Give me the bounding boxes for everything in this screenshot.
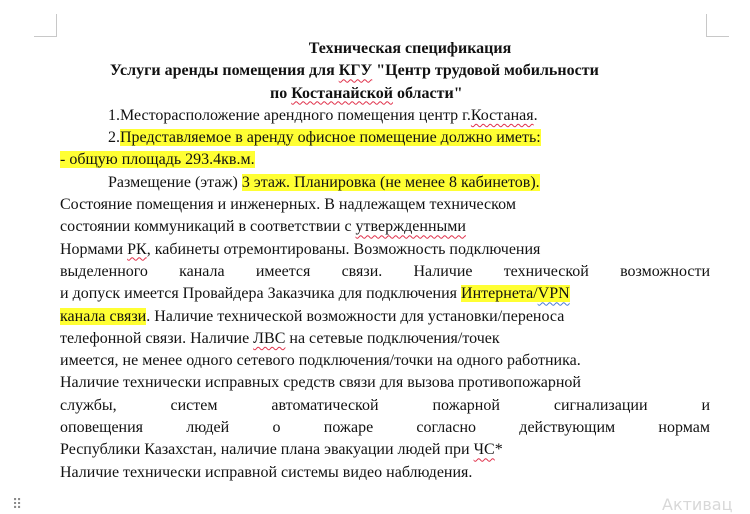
text-line-16-c: * (494, 441, 503, 459)
text-line-11-a: телефонной связи. Наличие (60, 329, 254, 347)
activation-watermark: Активац (662, 495, 733, 514)
internet-word: Интернета/ (461, 285, 538, 303)
title-region: Костанайской (291, 84, 393, 102)
word-rk: РК (127, 240, 147, 258)
word-lvs: ЛВС (253, 329, 286, 347)
title-line-2-rest: "Центр трудовой мобильности (372, 62, 599, 80)
title-kgu: КГУ (338, 62, 373, 80)
text-line-15: оповещения людей о пожаре согласно действующим нормам (60, 419, 710, 437)
area-line (60, 149, 720, 171)
page-corner-marker-top-right (706, 14, 729, 37)
floor-highlighted-text: 3 этаж. Планировка (не менее 8 кабинетов). (241, 173, 540, 191)
text-line-14: службы, систем автоматической пожарной сигнализации и (60, 396, 710, 414)
title-line-2 (60, 60, 720, 82)
city-name: Костаная (470, 106, 534, 124)
page-corner-marker-top-left (34, 14, 57, 37)
drag-handle-icon[interactable]: ⠿ (12, 497, 22, 513)
text-line-8: выделенного канала имеется связи. Наличие технической возможности (60, 262, 710, 280)
title-line-2-text: Услуги аренды помещения для (110, 62, 339, 80)
title-line-3-text: по (270, 84, 292, 102)
text-line-13: Наличие технически исправных средств связи для вызова противопожарной (60, 374, 581, 392)
title-line-3 (60, 83, 720, 105)
vpn-word: VPN (537, 285, 570, 303)
text-line-10-b: . Наличие технической возможности для установки/переноса (146, 307, 565, 325)
floor-label: Размещение (этаж) (108, 173, 242, 191)
text-line-11-c: на сетевые подключения/точек (285, 329, 500, 347)
text-line-9 (60, 283, 720, 305)
internet-highlight (461, 285, 570, 302)
title-line-1: Техническая спецификация (308, 40, 512, 57)
text-line-12: имеется, не менее одного сетевого подключения/точки на одного работника. (60, 352, 581, 370)
text-line-16-a: Республики Казахстан, наличие плана эвакуации людей при (60, 441, 474, 459)
text-line-6-a: состоянии коммуникаций в соответствии с (60, 218, 356, 236)
text-line-5: Состояние помещения и инженерных. В надлежащем техническом (60, 196, 516, 214)
text-line-7-a: Нормами (60, 240, 128, 258)
floor-line (60, 172, 720, 194)
text-line-9-a: и допуск имеется Провайдера Заказчика для подключения (60, 285, 462, 303)
item-2-highlighted-text: Представляемое в аренду офисное помещение должно иметь: (120, 129, 541, 147)
text-line-10 (60, 306, 720, 328)
item-2-number: 2. (108, 129, 120, 147)
item-1-text: 1.Месторасположение арендного помещения центр г. (108, 106, 471, 124)
text-line-7 (60, 239, 720, 261)
text-line-16 (60, 439, 720, 461)
channel-highlight: канала связи (60, 307, 147, 325)
word-approved: утвержденными (355, 218, 466, 236)
word-chs: ЧС (473, 441, 495, 459)
text-line-11 (60, 328, 720, 350)
item-1-location (60, 105, 720, 127)
text-line-7-c: , кабинеты отремонтированы. Возможность подключения (146, 240, 541, 258)
title-line-3-rest: области" (392, 84, 463, 102)
text-line-6 (60, 216, 720, 238)
document-body[interactable] (60, 38, 720, 484)
item-2-requirements (60, 127, 720, 149)
item-1-end: . (533, 106, 538, 124)
text-line-17: Наличие технически исправной системы видео наблюдения. (60, 463, 473, 481)
area-highlighted-text: - общую площадь 293.4кв.м. (60, 151, 255, 169)
